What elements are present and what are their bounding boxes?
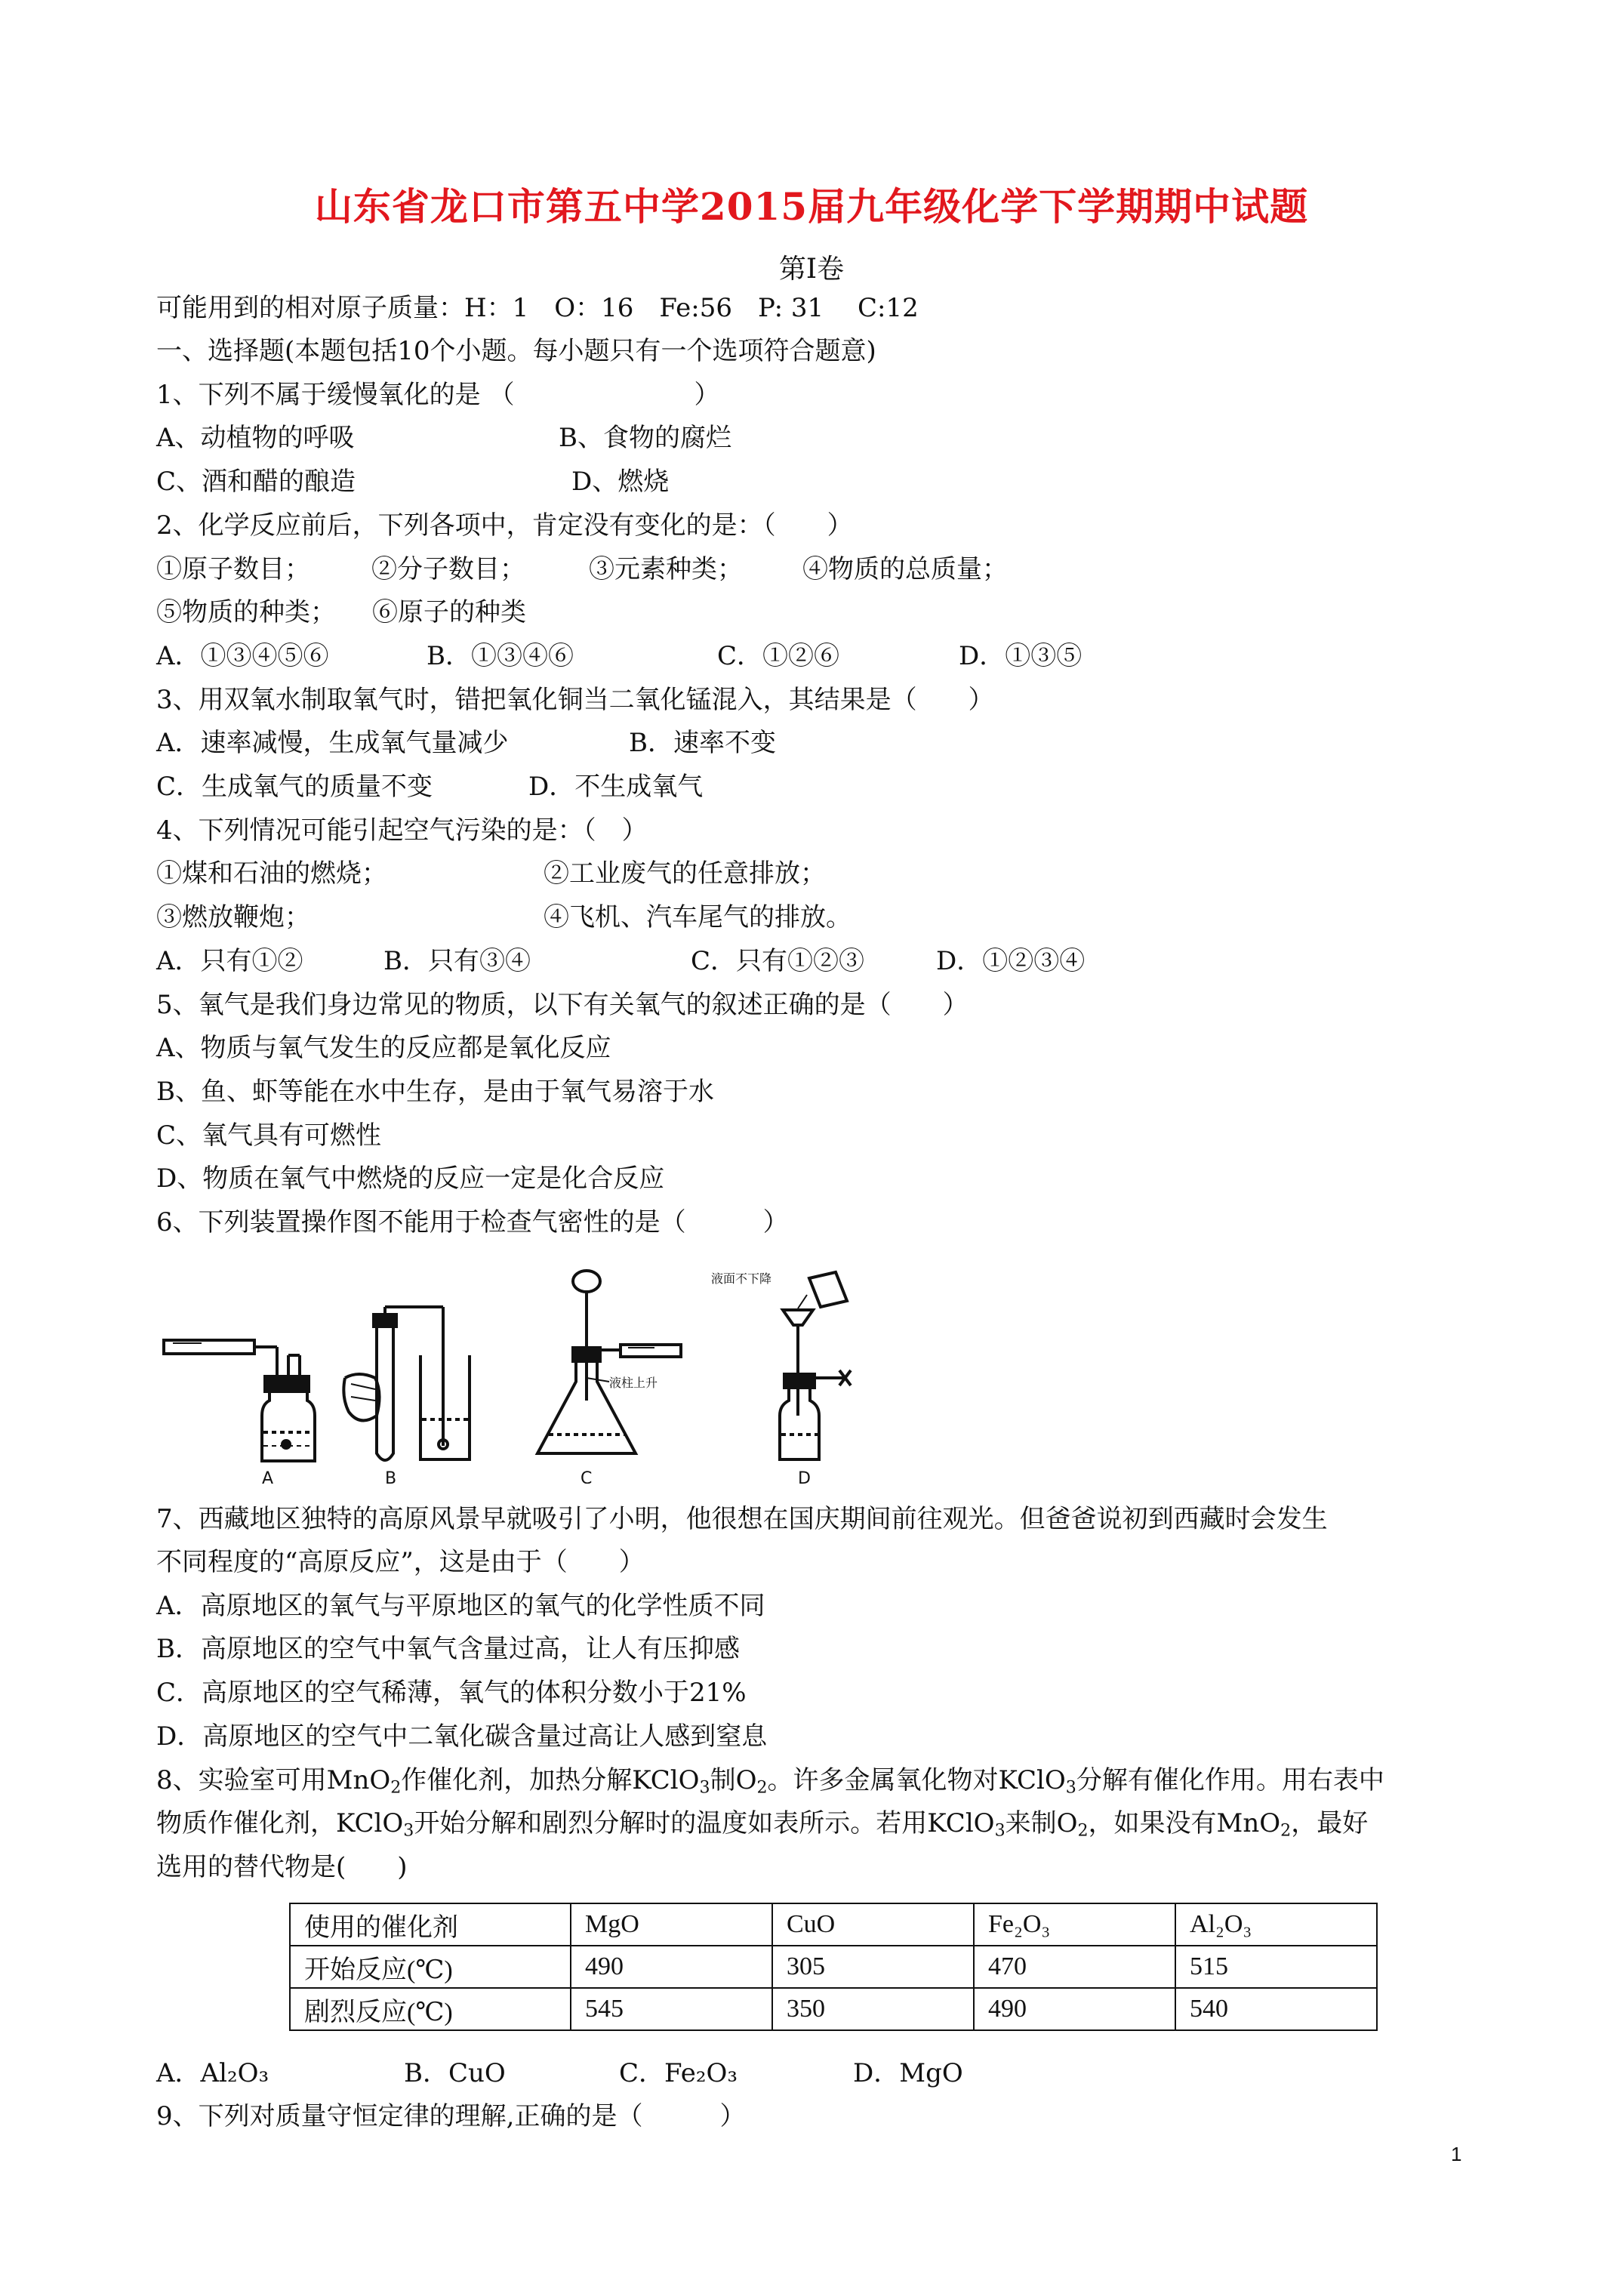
q4-item-4: ④飞机、汽车尾气的排放。 — [544, 902, 852, 932]
catalyst-table — [289, 1903, 1378, 2031]
table-header-cell: 使用的催化剂 — [290, 1903, 571, 1946]
table-header-row — [290, 1903, 1377, 1946]
table-cell: 490 — [571, 1946, 772, 1988]
table-header-cell: Fe₂O₃ — [974, 1903, 1175, 1946]
q1-stem: 1、下列不属于缓慢氧化的是 （ ） — [156, 380, 720, 410]
q7-option-c: C．高原地区的空气稀薄，氧气的体积分数小于21% — [156, 1678, 747, 1708]
table-cell: 开始反应(℃) — [290, 1946, 571, 1988]
q1-option-b: B、食物的腐烂 — [559, 423, 731, 453]
table-cell: 490 — [974, 1988, 1175, 2030]
q3-option-d: D．不生成氧气 — [528, 772, 704, 802]
q4-item-3: ③燃放鞭炮； — [156, 902, 310, 932]
figure-d-label: D — [798, 1469, 811, 1484]
q4-option-c: C．只有①②③ — [691, 946, 865, 976]
figure-d-funnel-setup — [711, 1271, 851, 1484]
q5-option-d: D、物质在氧气中燃烧的反应一定是化合反应 — [156, 1163, 665, 1194]
table-cell: 剧烈反应(℃) — [290, 1988, 571, 2030]
table-cell: 515 — [1175, 1946, 1377, 1988]
q4-option-a: A．只有①② — [156, 946, 303, 976]
figure-c-label: C — [581, 1469, 593, 1484]
q8-stem-line2: 物质作催化剂，KClO$_3$开始分解和剧烈分解时的温度如表所示。若用KClO$_3$来制$O_2$，如果没有MnO$_2$，最好 — [156, 1808, 1369, 1841]
q4-item-1: ①煤和石油的燃烧； — [156, 858, 387, 889]
q2-option-c: C．①②⑥ — [717, 641, 840, 671]
table-cell: 545 — [571, 1988, 772, 2030]
q2-option-a: A．①③④⑤⑥ — [156, 641, 329, 671]
table-cell: 540 — [1175, 1988, 1377, 2030]
table-row — [290, 1988, 1377, 2030]
q3-option-a: A．速率减慢，生成氧气量减少 — [156, 728, 509, 758]
q8-option-a: A．Al₂O₃ — [156, 2058, 269, 2088]
q1-option-a: A、动植物的呼吸 — [156, 423, 355, 453]
figure-b-label: B — [385, 1469, 397, 1484]
q8-option-d: D．MgO — [853, 2058, 963, 2088]
table-header-cell: MgO — [571, 1903, 772, 1946]
q8-option-b: B．CuO — [404, 2058, 506, 2088]
q7-stem-line1: 7、西藏地区独特的高原风景早就吸引了小明，他很想在国庆期间前往观光。但爸爸说初到西藏时会发生 — [156, 1504, 1328, 1534]
q7-option-b: B．高原地区的空气中氧气含量过高，让人有压抑感 — [156, 1634, 740, 1664]
q4-item-2: ②工业废气的任意排放； — [544, 858, 826, 889]
page-number: 1 — [1451, 2143, 1462, 2165]
figure-a-label: A — [262, 1469, 274, 1484]
q2-item-2: ②分子数目； — [371, 554, 525, 584]
part1-header: 一、选择题(本题包括10个小题。每小题只有一个选项符合题意) — [156, 336, 876, 366]
q5-option-c: C、氧气具有可燃性 — [156, 1120, 382, 1151]
section-heading: 第Ⅰ卷 — [778, 254, 845, 285]
table-header-cell: CuO — [772, 1903, 974, 1946]
q5-option-a: A、物质与氧气发生的反应都是氧化反应 — [156, 1033, 611, 1063]
figure-c-flask-setup — [537, 1271, 681, 1484]
table-row — [290, 1946, 1377, 1988]
q4-option-b: B．只有③④ — [383, 946, 531, 976]
q5-option-b: B、鱼、虾等能在水中生存，是由于氧气易溶于水 — [156, 1077, 714, 1107]
q9-stem: 9、下列对质量守恒定律的理解,正确的是（ ） — [156, 2101, 746, 2131]
atomic-mass-line: 可能用到的相对原子质量：H：1 O：16 Fe:56 P: 31 C:12 — [156, 293, 919, 323]
table-header-cell: Al₂O₃ — [1175, 1903, 1377, 1946]
q6-apparatus-figures — [156, 1265, 1138, 1484]
table-cell: 350 — [772, 1988, 974, 2030]
q3-option-b: B．速率不变 — [629, 728, 776, 758]
q3-stem: 3、用双氧水制取氧气时，错把氧化铜当二氧化锰混入，其结果是（ ） — [156, 685, 994, 715]
document-title: 山东省龙口市第五中学2015届九年级化学下学期期中试题 — [314, 184, 1309, 229]
q2-item-6: ⑥原子的种类 — [372, 597, 526, 627]
figure-d-note: 液面不下降 — [711, 1271, 772, 1286]
q8-option-c: C．Fe₂O₃ — [619, 2058, 738, 2088]
q2-item-5: ⑤物质的种类； — [156, 597, 336, 627]
q2-item-3: ③元素种类； — [589, 554, 743, 584]
figure-a-bottle-setup — [164, 1340, 315, 1484]
q4-option-d: D．①②③④ — [936, 946, 1086, 976]
q2-option-d: D．①③⑤ — [959, 641, 1083, 671]
q7-stem-line2: 不同程度的“高原反应”，这是由于（ ） — [156, 1547, 645, 1577]
table-cell: 305 — [772, 1946, 974, 1988]
q6-stem: 6、下列装置操作图不能用于检查气密性的是（ ） — [156, 1207, 789, 1237]
table-cell: 470 — [974, 1946, 1175, 1988]
q5-stem: 5、氧气是我们身边常见的物质，以下有关氧气的叙述正确的是（ ） — [156, 990, 969, 1020]
q4-stem: 4、下列情况可能引起空气污染的是：（ ） — [156, 815, 648, 846]
figure-b-test-tube-setup — [343, 1307, 470, 1484]
q2-item-4: ④物质的总质量； — [802, 554, 1008, 584]
q3-option-c: C．生成氧气的质量不变 — [156, 772, 433, 802]
q8-stem-line3: 选用的替代物是( ) — [156, 1852, 408, 1882]
q8-stem-line1: 8、实验室可用MnO$_2$作催化剂，加热分解KClO$_3$制$O_2$。许多金属氧化物对KClO$_3$分解有催化作用。用右表中 — [156, 1765, 1384, 1798]
figure-c-note: 液柱上升 — [609, 1376, 658, 1390]
q1-option-d: D、燃烧 — [571, 467, 670, 497]
q2-stem: 2、化学反应前后，下列各项中，肯定没有变化的是：（ ） — [156, 510, 853, 541]
q2-option-b: B．①③④⑥ — [427, 641, 574, 671]
q7-option-d: D．高原地区的空气中二氧化碳含量过高让人感到窒息 — [156, 1721, 768, 1752]
q1-option-c: C、酒和醋的酿造 — [156, 467, 356, 497]
q7-option-a: A．高原地区的氧气与平原地区的氧气的化学性质不同 — [156, 1591, 765, 1621]
q2-item-1: ①原子数目； — [156, 554, 310, 584]
